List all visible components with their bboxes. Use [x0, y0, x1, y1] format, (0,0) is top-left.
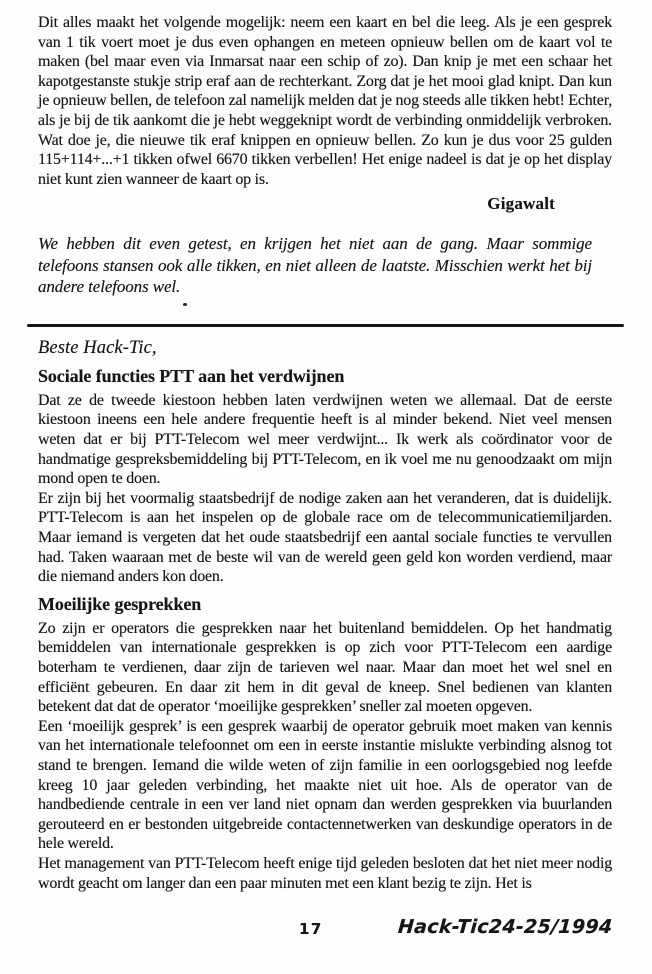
page-number: 17: [299, 920, 323, 938]
heading-sociale-functies: Sociale functies PTT aan het verdwijnen: [38, 365, 345, 386]
paragraph-moeilijke-gesprekken-1: Zo zijn er operators die gesprekken naar het buitenland bemiddelen. Op het handmatig bemiddelen van internationale gesprekken is op zich voor PTT-Telecom een aardige boterham te verdienen, daar zijn de tarieven wel naar. Maar dan moet het wel snel en efficiënt gebeuren. En daar zit hem in dit geval de kneep. Snel bedienen van klanten betekent dat dat de operator ‘moeilijke gesprekken’ sneller zal moeten opgeven.: [38, 619, 612, 716]
page-footer: [0, 916, 652, 946]
letter-gigawalt-body: Dit alles maakt het volgende mogelijk: neem een kaart en bel die leeg. Als je een gesprek van 1 tik voert moet je dus even ophangen en meteen opnieuw bellen om de kaart vol te maken (bel maar even via Inmarsat naar een schip of zo). Dan knip je met een schaar het kapotgestanste stukje strip eraf aan de rechterkant. Zorg dat je het mooi glad knipt. Dan kun je opnieuw bellen, de telefoon zal namelijk melden dat je nog steeds alle tikken hebt! Echter, als je bij de tik aankomt die je hebt weggeknipt wordt de verbinding onmiddelijk verbroken. Wat doe je, die nieuwe tik eraf knippen en opnieuw bellen. Zo kun je dus voor 25 gulden 115+114+...+1 tikken ofwel 6670 tikken verbellen! Het enige nadeel is dat je op het display niet kunt zien wanneer de kaart op is.: [38, 14, 612, 188]
paragraph-moeilijke-gesprekken-2: Een ‘moeilijk gesprek’ is een gesprek waarbij de operator gebruik moet maken van kennis van het internationale telefoonnet om een in eerste instantie mislukte verbinding alsnog tot stand te brengen. Iemand die wilde weten of zijn familie in een oorlogsgebied nog leefde kreeg 10 jaar geleden verbinding, het maakte niet uit hoe. Als de operator van de handbediende centrale in een ver land niet opnam dan werden gesprekken via buurlanden gerouteerd en er bestonden uitgebreide contactennetwerken van deskundige operators in de hele wereld.: [38, 717, 612, 853]
letter-gigawalt: [38, 13, 612, 214]
magazine-issue-label: Hack-Tic24-25/1994: [396, 916, 613, 938]
heading-moeilijke-gesprekken: Moeilijke gesprekken: [38, 593, 202, 614]
letter-salutation: Beste Hack-Tic,: [38, 337, 157, 358]
letter-ptt-operator: [38, 338, 612, 893]
scan-artifact-dot: [183, 303, 187, 306]
paragraph-sociale-functies-2: Er zijn bij het voormalig staatsbedrijf de nodige zaken aan het veranderen, dat is duidelijk. PTT-Telecom is aan het inspelen op de globale race om de telecommunicatiemiljarden. Maar iemand is vergeten dat het oude staatsbedrijf een aantal sociale functies te vervullen had. Taken waaraan met de beste wil van de wereld geen geld kon worden verdiend, maar die niemand anders kon doen.: [38, 489, 612, 586]
section-divider: [27, 324, 624, 327]
paragraph-sociale-functies-1: Dat ze de tweede kiestoon hebben laten verdwijnen weten we allemaal. Dat de eerste kiestoon ineens een hele andere frequentie heeft is al minder bekend. Niet veel mensen weten dat er bij PTT-Telecom wel meer verdwijnt... Ik werk als coördinator voor de handmatige gespreksbemiddeling bij PTT-Telecom, en ik voel me nu genoodzaakt om mijn mond open te doen.: [38, 391, 612, 488]
paragraph-moeilijke-gesprekken-3: Het management van PTT-Telecom heeft enige tijd geleden besloten dat het niet meer nodig wordt geacht om langer dan een paar minuten met een klant bezig te zijn. Het is: [38, 854, 612, 892]
letter-gigawalt-signature: Gigawalt: [487, 194, 555, 214]
editorial-note: We hebben dit even getest, en krijgen het niet aan de gang. Maar sommige telefoons stansen ook alle tikken, en niet alleen de laatste. Misschien werkt het bij andere telefoons wel.: [38, 234, 592, 297]
